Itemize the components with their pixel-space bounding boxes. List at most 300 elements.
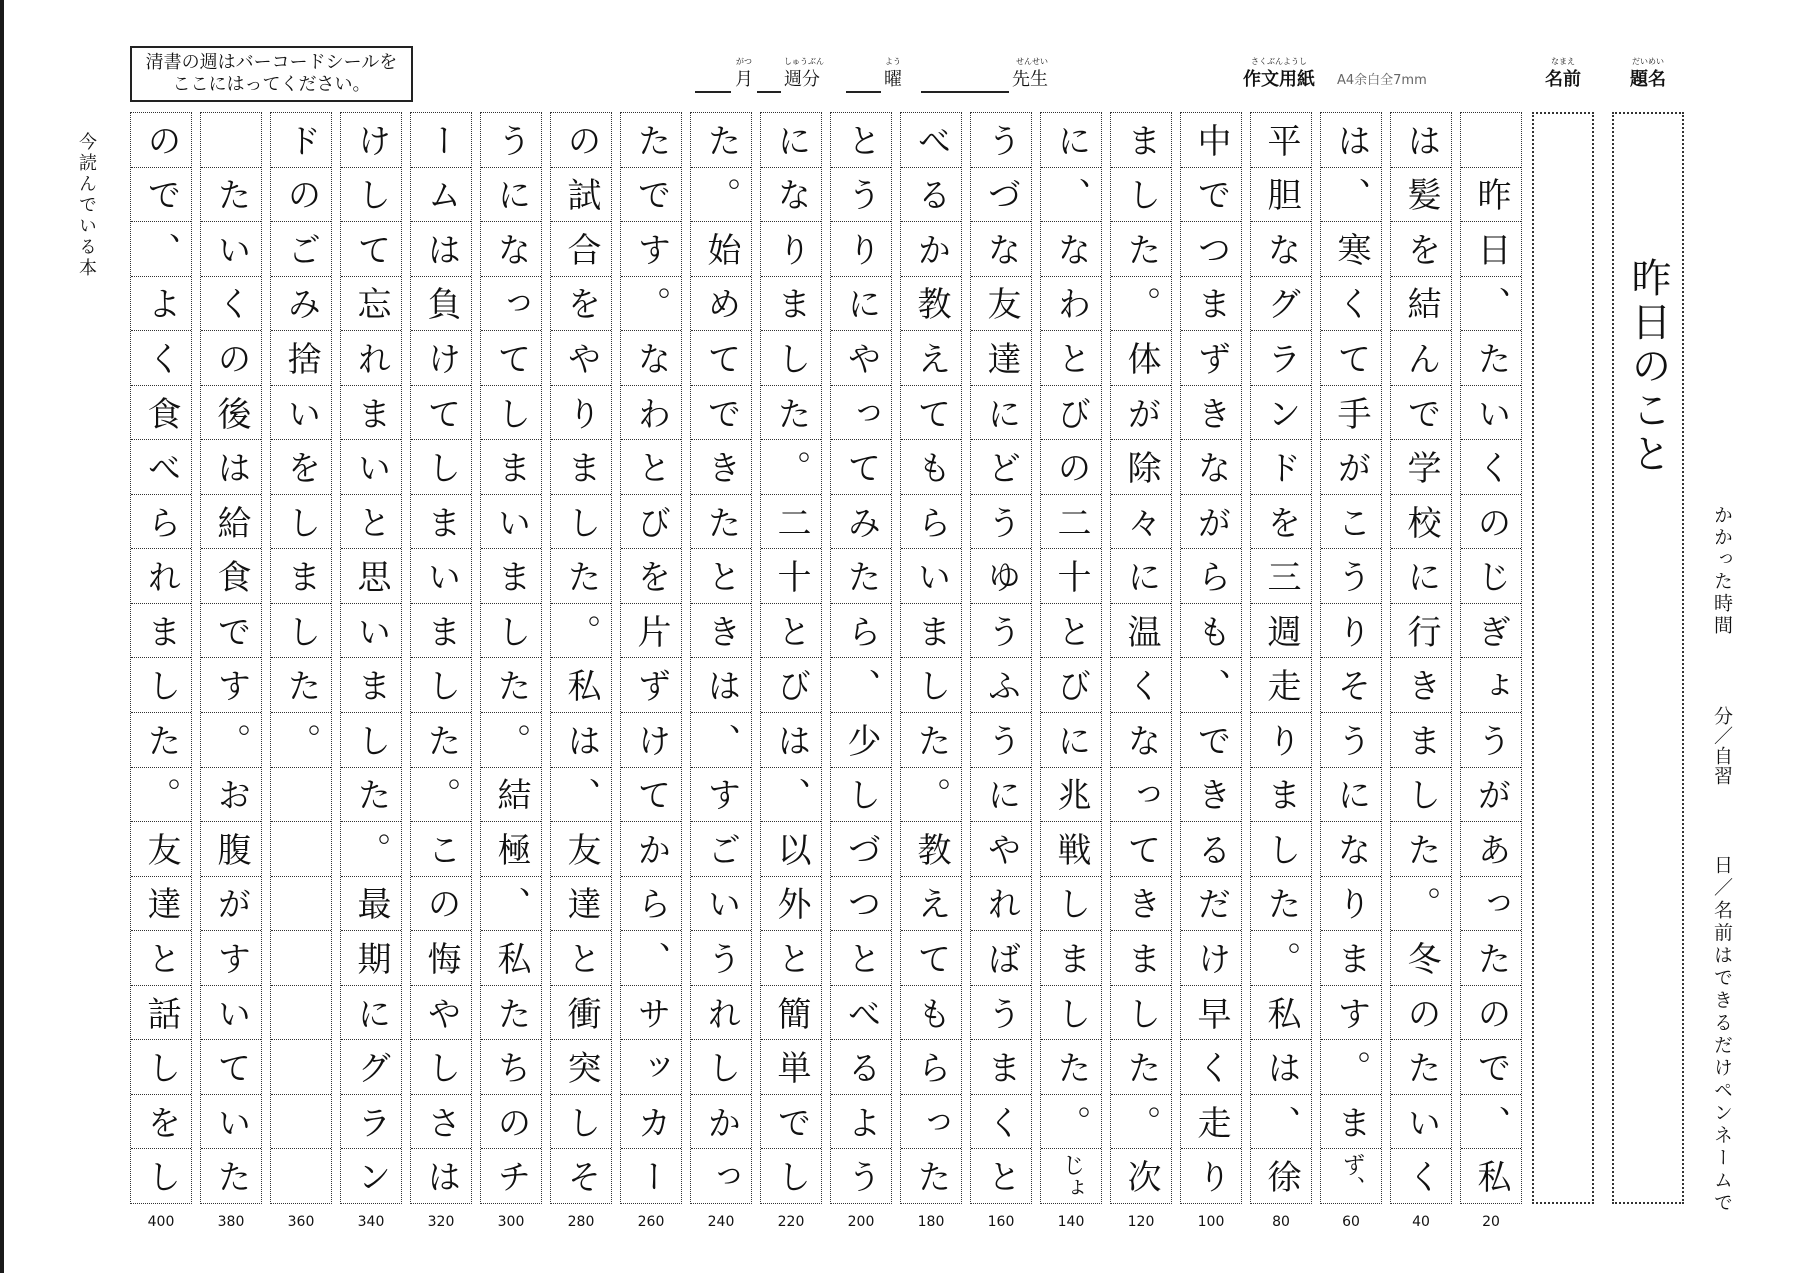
manuscript-column bbox=[760, 112, 822, 1204]
handwritten-char: の bbox=[281, 177, 321, 212]
month-label: 月 bbox=[735, 69, 753, 90]
char-count-label: 320 bbox=[427, 1214, 455, 1230]
handwritten-char: た bbox=[281, 668, 321, 703]
grid-cell bbox=[551, 604, 611, 659]
grid-cell bbox=[971, 495, 1031, 550]
grid-cell bbox=[831, 113, 891, 168]
grid-cell bbox=[1251, 1040, 1311, 1095]
grid-cell bbox=[1391, 495, 1451, 550]
grid-cell bbox=[1461, 931, 1521, 986]
handwritten-char: た bbox=[141, 722, 181, 757]
grid-cell bbox=[1391, 713, 1451, 768]
handwritten-char: ー bbox=[421, 122, 461, 157]
grid-cell bbox=[481, 440, 541, 495]
handwritten-char: に bbox=[981, 395, 1021, 430]
handwritten-char: く bbox=[1191, 1050, 1231, 1085]
grid-cell bbox=[1461, 604, 1521, 659]
grid-cell bbox=[901, 604, 961, 659]
handwritten-char: ム bbox=[421, 177, 461, 212]
grid-cell bbox=[1111, 440, 1171, 495]
grid-cell bbox=[341, 440, 401, 495]
grid-cell bbox=[341, 113, 401, 168]
grid-cell bbox=[411, 713, 471, 768]
grid-cell bbox=[971, 277, 1031, 332]
grid-cell bbox=[691, 277, 751, 332]
grid-cell bbox=[1321, 277, 1381, 332]
grid-cell bbox=[1461, 331, 1521, 386]
grid-cell bbox=[481, 768, 541, 823]
grid-cell bbox=[1251, 331, 1311, 386]
grid-cell bbox=[1251, 440, 1311, 495]
grid-cell bbox=[201, 986, 261, 1041]
form-title: 作文用紙 bbox=[1243, 69, 1315, 90]
grid-cell bbox=[901, 1149, 961, 1203]
grid-cell bbox=[411, 386, 471, 441]
grid-cell bbox=[761, 222, 821, 277]
grid-cell bbox=[691, 1149, 751, 1203]
grid-cell bbox=[901, 986, 961, 1041]
grid-cell bbox=[761, 658, 821, 713]
grid-cell bbox=[551, 931, 611, 986]
grid-cell bbox=[271, 440, 331, 495]
grid-cell bbox=[271, 113, 331, 168]
grid-cell bbox=[551, 222, 611, 277]
grid-cell bbox=[271, 168, 331, 223]
handwritten-char: い bbox=[281, 395, 321, 430]
grid-cell bbox=[901, 440, 961, 495]
handwritten-char: 徐 bbox=[1261, 1159, 1301, 1194]
handwritten-char: 、 bbox=[561, 777, 601, 812]
handwritten-char: し bbox=[701, 1050, 741, 1085]
teacher-ruby: せんせい bbox=[1016, 57, 1048, 66]
handwritten-char: た bbox=[1121, 231, 1161, 266]
handwritten-char: す bbox=[211, 940, 251, 975]
handwritten-char: 少 bbox=[841, 722, 881, 757]
handwritten-char: 極 bbox=[491, 831, 531, 866]
grid-cell bbox=[341, 713, 401, 768]
char-count-label: 200 bbox=[847, 1214, 875, 1230]
handwritten-char: れ bbox=[701, 995, 741, 1030]
grid-cell bbox=[201, 168, 261, 223]
grid-cell bbox=[1041, 1040, 1101, 1095]
handwritten-char: い bbox=[211, 995, 251, 1030]
handwritten-char: た bbox=[1261, 886, 1301, 921]
handwritten-char: 、 bbox=[701, 722, 741, 757]
handwritten-char: グ bbox=[351, 1050, 391, 1085]
handwritten-char: り bbox=[1191, 1159, 1231, 1194]
handwritten-char: が bbox=[211, 886, 251, 921]
manuscript-column bbox=[130, 112, 192, 1204]
week-ruby: しゅうぶん bbox=[784, 57, 824, 66]
grid-cell bbox=[831, 986, 891, 1041]
grid-cell bbox=[691, 495, 751, 550]
grid-cell bbox=[761, 822, 821, 877]
handwritten-char: と bbox=[981, 1159, 1021, 1194]
grid-cell bbox=[1251, 277, 1311, 332]
grid-cell bbox=[201, 1149, 261, 1203]
grid-cell bbox=[831, 1095, 891, 1150]
handwritten-char: 寒 bbox=[1331, 231, 1371, 266]
grid-cell bbox=[1111, 549, 1171, 604]
handwritten-char: 。 bbox=[211, 722, 251, 757]
grid-cell bbox=[551, 713, 611, 768]
handwritten-char: し bbox=[771, 340, 811, 375]
handwritten-char: た bbox=[1401, 1050, 1441, 1085]
grid-cell bbox=[271, 222, 331, 277]
handwritten-char: し bbox=[281, 613, 321, 648]
grid-cell bbox=[551, 440, 611, 495]
handwritten-char: 。 bbox=[1331, 1050, 1371, 1085]
char-count-label: 260 bbox=[637, 1214, 665, 1230]
grid-cell bbox=[131, 986, 191, 1041]
grid-cell bbox=[1461, 768, 1521, 823]
handwritten-char: よ bbox=[841, 1104, 881, 1139]
handwritten-char: は bbox=[421, 1159, 461, 1194]
manuscript-column bbox=[1390, 112, 1452, 1204]
grid-cell bbox=[901, 168, 961, 223]
handwritten-char: な bbox=[1331, 831, 1371, 866]
handwritten-char: ど bbox=[981, 450, 1021, 485]
grid-cell bbox=[1321, 222, 1381, 277]
grid-cell bbox=[1321, 440, 1381, 495]
grid-cell bbox=[761, 1040, 821, 1095]
handwritten-char: く bbox=[1401, 1159, 1441, 1194]
handwritten-char: し bbox=[561, 504, 601, 539]
grid-cell bbox=[481, 113, 541, 168]
grid-cell bbox=[271, 822, 331, 877]
grid-cell bbox=[1391, 1040, 1451, 1095]
grid-cell bbox=[201, 658, 261, 713]
handwritten-char: わ bbox=[1051, 286, 1091, 321]
handwritten-char: の bbox=[1471, 504, 1511, 539]
handwritten-char: め bbox=[701, 286, 741, 321]
grid-cell bbox=[621, 222, 681, 277]
grid-cell bbox=[761, 986, 821, 1041]
handwritten-char: っ bbox=[491, 286, 531, 321]
handwritten-char: ま bbox=[491, 450, 531, 485]
handwritten-char: し bbox=[1051, 995, 1091, 1030]
grid-cell bbox=[481, 549, 541, 604]
grid-cell bbox=[271, 931, 331, 986]
char-count-label: 160 bbox=[987, 1214, 1015, 1230]
handwritten-char: 。 bbox=[771, 450, 811, 485]
handwritten-char: ま bbox=[561, 450, 601, 485]
grid-cell bbox=[201, 549, 261, 604]
char-count-label: 100 bbox=[1197, 1214, 1225, 1230]
grid-cell bbox=[831, 1149, 891, 1203]
handwritten-char: な bbox=[491, 231, 531, 266]
handwritten-char: サ bbox=[631, 995, 671, 1030]
grid-cell bbox=[1111, 222, 1171, 277]
handwritten-char: や bbox=[561, 340, 601, 375]
grid-cell bbox=[1391, 168, 1451, 223]
grid-cell bbox=[1041, 986, 1101, 1041]
grid-cell bbox=[901, 1095, 961, 1150]
grid-cell bbox=[1181, 331, 1241, 386]
char-count-label: 400 bbox=[147, 1214, 175, 1230]
grid-cell bbox=[1041, 1149, 1101, 1203]
handwritten-char: 。 bbox=[141, 777, 181, 812]
handwritten-char: 、 bbox=[771, 777, 811, 812]
handwritten-char: き bbox=[1121, 886, 1161, 921]
handwritten-char: や bbox=[981, 831, 1021, 866]
handwritten-char: に bbox=[1051, 122, 1091, 157]
grid-cell bbox=[341, 604, 401, 659]
title-column bbox=[1612, 112, 1684, 1204]
handwritten-char: し bbox=[141, 1050, 181, 1085]
grid-cell bbox=[1111, 877, 1171, 932]
handwritten-char: 戦 bbox=[1051, 831, 1091, 866]
handwritten-char: 話 bbox=[141, 995, 181, 1030]
grid-cell bbox=[1251, 168, 1311, 223]
handwritten-char: 行 bbox=[1401, 613, 1441, 648]
grid-cell bbox=[551, 986, 611, 1041]
grid-cell bbox=[761, 1095, 821, 1150]
handwritten-char: て bbox=[911, 940, 951, 975]
handwritten-char: う bbox=[981, 995, 1021, 1030]
grid-cell bbox=[1041, 1095, 1101, 1150]
handwritten-char: を bbox=[1401, 231, 1441, 266]
char-count-label: 40 bbox=[1412, 1214, 1430, 1230]
grid-cell bbox=[1111, 986, 1171, 1041]
handwritten-char: て bbox=[841, 450, 881, 485]
handwritten-char: と bbox=[771, 613, 811, 648]
handwritten-char: に bbox=[1121, 559, 1161, 594]
grid-cell bbox=[831, 440, 891, 495]
grid-cell bbox=[551, 768, 611, 823]
grid-cell bbox=[341, 331, 401, 386]
handwritten-char: う bbox=[981, 613, 1021, 648]
grid-cell bbox=[131, 877, 191, 932]
grid-cell bbox=[1111, 113, 1171, 168]
handwritten-char: 食 bbox=[141, 395, 181, 430]
handwritten-char: け bbox=[631, 722, 671, 757]
handwritten-char: の bbox=[491, 1104, 531, 1139]
handwritten-char: ド bbox=[281, 122, 321, 157]
grid-cell bbox=[621, 331, 681, 386]
grid-cell bbox=[481, 1095, 541, 1150]
handwritten-char: を bbox=[561, 286, 601, 321]
grid-cell bbox=[1321, 495, 1381, 550]
handwritten-char: 期 bbox=[351, 940, 391, 975]
grid-cell bbox=[131, 768, 191, 823]
handwritten-char: ら bbox=[911, 504, 951, 539]
grid-cell bbox=[1181, 931, 1241, 986]
handwritten-char: 平 bbox=[1261, 122, 1301, 157]
grid-cell bbox=[201, 1095, 261, 1150]
grid-cell bbox=[271, 1149, 331, 1203]
handwritten-char: い bbox=[1401, 1104, 1441, 1139]
grid-cell bbox=[411, 658, 471, 713]
grid-cell bbox=[1391, 986, 1451, 1041]
grid-cell bbox=[201, 768, 261, 823]
handwritten-char: な bbox=[981, 231, 1021, 266]
handwritten-char: 、 bbox=[491, 886, 531, 921]
handwritten-char: し bbox=[1121, 995, 1161, 1030]
handwritten-char: 私 bbox=[561, 668, 601, 703]
handwritten-char: ま bbox=[1261, 777, 1301, 812]
handwritten-char: し bbox=[1121, 177, 1161, 212]
grid-cell bbox=[1041, 495, 1101, 550]
grid-cell bbox=[1391, 768, 1451, 823]
grid-cell bbox=[1251, 113, 1311, 168]
grid-cell bbox=[1181, 986, 1241, 1041]
manuscript-column bbox=[690, 112, 752, 1204]
grid-cell bbox=[901, 277, 961, 332]
grid-cell bbox=[1041, 113, 1101, 168]
grid-cell bbox=[411, 1095, 471, 1150]
handwritten-char: う bbox=[981, 504, 1021, 539]
grid-cell bbox=[1461, 658, 1521, 713]
grid-cell bbox=[341, 822, 401, 877]
grid-cell bbox=[1041, 768, 1101, 823]
grid-cell bbox=[131, 931, 191, 986]
grid-cell bbox=[761, 277, 821, 332]
handwritten-char: く bbox=[211, 286, 251, 321]
handwritten-char: て bbox=[631, 777, 671, 812]
handwritten-char: の bbox=[561, 122, 601, 157]
grid-cell bbox=[831, 549, 891, 604]
handwritten-char: び bbox=[1051, 668, 1091, 703]
manuscript-column bbox=[480, 112, 542, 1204]
grid-cell bbox=[621, 768, 681, 823]
grid-cell bbox=[1321, 604, 1381, 659]
handwritten-char: と bbox=[771, 940, 811, 975]
handwritten-char: 。 bbox=[1261, 940, 1301, 975]
handwritten-char: て bbox=[701, 340, 741, 375]
grid-cell bbox=[1251, 386, 1311, 441]
handwritten-char: 。 bbox=[281, 722, 321, 757]
handwritten-char: 校 bbox=[1401, 504, 1441, 539]
handwritten-char: っ bbox=[911, 1104, 951, 1139]
grid-cell bbox=[831, 331, 891, 386]
handwritten-char: り bbox=[1331, 886, 1371, 921]
handwritten-char: べ bbox=[911, 122, 951, 157]
grid-cell bbox=[1181, 495, 1241, 550]
handwritten-char: か bbox=[701, 1104, 741, 1139]
handwritten-char: を bbox=[1261, 504, 1301, 539]
handwritten-char: く bbox=[141, 340, 181, 375]
grid-cell bbox=[551, 331, 611, 386]
grid-cell bbox=[1391, 386, 1451, 441]
handwritten-char: ま bbox=[421, 504, 461, 539]
grid-cell bbox=[761, 604, 821, 659]
grid-cell bbox=[901, 1040, 961, 1095]
grid-cell bbox=[1181, 822, 1241, 877]
barcode-sticker-box bbox=[130, 46, 413, 102]
grid-cell bbox=[1391, 331, 1451, 386]
grid-cell bbox=[551, 113, 611, 168]
grid-cell bbox=[481, 604, 541, 659]
grid-cell bbox=[691, 822, 751, 877]
grid-cell bbox=[1461, 822, 1521, 877]
grid-cell bbox=[831, 495, 891, 550]
grid-cell bbox=[621, 549, 681, 604]
handwritten-char: 達 bbox=[561, 886, 601, 921]
title-ruby: だいめい bbox=[1632, 57, 1664, 66]
handwritten-char: 後 bbox=[211, 395, 251, 430]
grid-cell bbox=[481, 495, 541, 550]
handwritten-char: 最 bbox=[351, 886, 391, 921]
grid-cell bbox=[411, 1149, 471, 1203]
title-heading: 題名 bbox=[1630, 69, 1666, 90]
grid-cell bbox=[831, 713, 891, 768]
grid-cell bbox=[691, 986, 751, 1041]
handwritten-char: は bbox=[211, 450, 251, 485]
barcode-note-line2: ここにはってください。 bbox=[172, 74, 371, 95]
handwritten-char: た bbox=[701, 504, 741, 539]
grid-cell bbox=[1181, 440, 1241, 495]
grid-cell bbox=[1111, 822, 1171, 877]
grid-cell bbox=[201, 822, 261, 877]
handwritten-char: チ bbox=[491, 1159, 531, 1194]
grid-cell bbox=[761, 386, 821, 441]
grid-cell bbox=[831, 386, 891, 441]
grid-cell bbox=[131, 331, 191, 386]
barcode-note-line1: 清書の週はバーコードシールを bbox=[145, 52, 398, 73]
handwritten-char: に bbox=[771, 122, 811, 157]
handwritten-char: た bbox=[211, 177, 251, 212]
grid-cell bbox=[341, 877, 401, 932]
handwritten-char: ま bbox=[771, 286, 811, 321]
handwritten-char: は bbox=[701, 668, 741, 703]
handwritten-char: 。 bbox=[911, 777, 951, 812]
grid-cell bbox=[551, 877, 611, 932]
handwritten-char: 、 bbox=[1471, 1104, 1511, 1139]
grid-cell bbox=[481, 931, 541, 986]
handwritten-char: り bbox=[561, 395, 601, 430]
handwritten-char: る bbox=[911, 177, 951, 212]
manuscript-column bbox=[200, 112, 262, 1204]
handwritten-char: 試 bbox=[561, 177, 601, 212]
manuscript-column bbox=[550, 112, 612, 1204]
handwritten-char: し bbox=[491, 613, 531, 648]
handwritten-char: み bbox=[281, 286, 321, 321]
month-ruby: がつ bbox=[736, 57, 752, 66]
grid-cell bbox=[1461, 440, 1521, 495]
char-count-row bbox=[130, 1214, 1522, 1230]
handwritten-char: が bbox=[1191, 504, 1231, 539]
grid-cell bbox=[831, 1040, 891, 1095]
handwritten-char: 始 bbox=[701, 231, 741, 266]
handwritten-char: ま bbox=[421, 613, 461, 648]
handwritten-char: 衝 bbox=[561, 995, 601, 1030]
grid-cell bbox=[1251, 222, 1311, 277]
handwritten-char: ご bbox=[281, 231, 321, 266]
handwritten-char: そ bbox=[1331, 668, 1371, 703]
handwritten-char: い bbox=[211, 231, 251, 266]
grid-cell bbox=[1251, 931, 1311, 986]
handwritten-char: ら bbox=[631, 886, 671, 921]
grid-cell bbox=[1181, 713, 1241, 768]
grid-cell bbox=[271, 713, 331, 768]
handwritten-char: あ bbox=[1471, 831, 1511, 866]
grid-cell bbox=[201, 277, 261, 332]
grid-cell bbox=[1321, 1149, 1381, 1203]
handwritten-char: 三 bbox=[1261, 559, 1301, 594]
manuscript-column bbox=[1250, 112, 1312, 1204]
grid-cell bbox=[201, 440, 261, 495]
handwritten-char: を bbox=[281, 450, 321, 485]
grid-cell bbox=[831, 658, 891, 713]
handwritten-char: き bbox=[701, 613, 741, 648]
handwritten-char: が bbox=[1471, 777, 1511, 812]
handwritten-char: り bbox=[841, 231, 881, 266]
handwritten-char: し bbox=[351, 177, 391, 212]
grid-cell bbox=[831, 604, 891, 659]
grid-cell bbox=[761, 1149, 821, 1203]
grid-cell bbox=[1461, 386, 1521, 441]
